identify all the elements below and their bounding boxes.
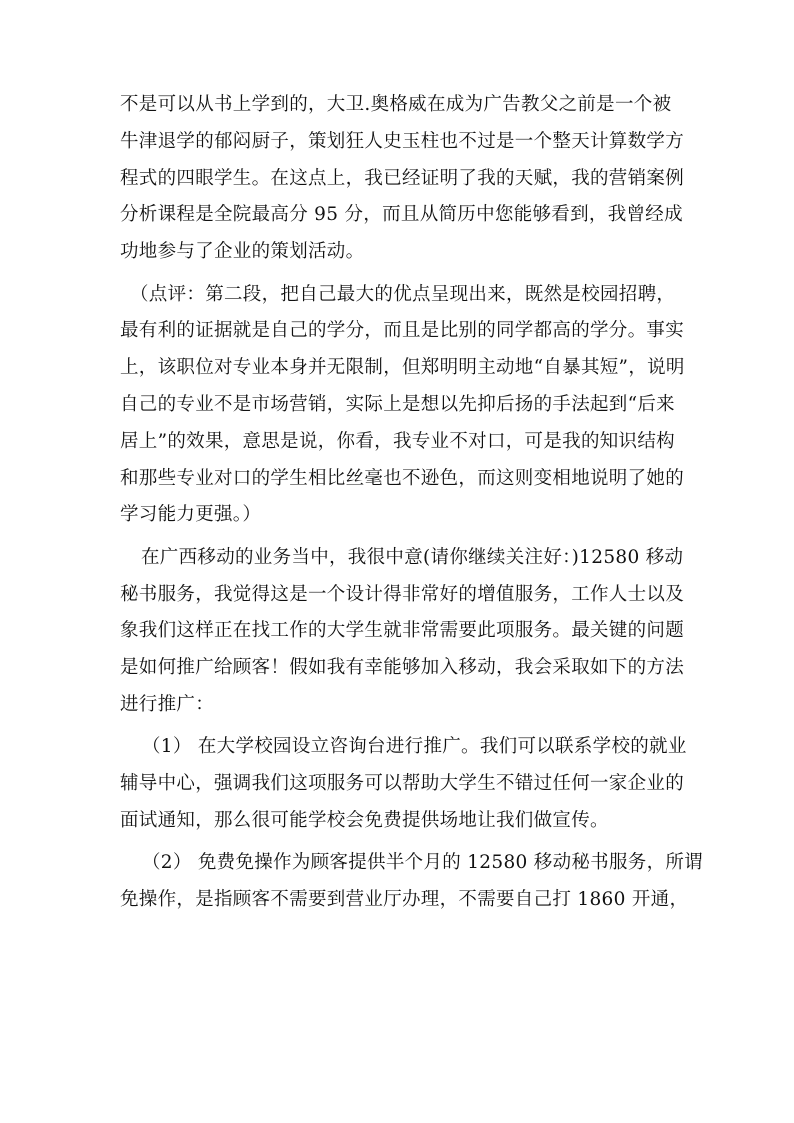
- text-line: 分析课程是全院最高分 95 分，而且从简历中您能够看到，我曾经成: [120, 204, 683, 226]
- text-line: 自己的专业不是市场营销，实际上是想以先抑后扬的手法起到“后来: [120, 393, 675, 415]
- text-line: 牛津退学的郁闷厨子，策划狂人史玉柱也不过是一个整天计算数学方: [120, 130, 685, 152]
- document-body: [120, 87, 703, 919]
- text-line: 最有利的证据就是自己的学分，而且是比别的同学都高的学分。事实: [120, 320, 685, 342]
- text-line: 辅导中心，强调我们这项服务可以帮助大学生不错过任何一家企业的: [120, 773, 685, 795]
- text-line: 进行推广：: [120, 693, 215, 715]
- text-line: 秘书服务，我觉得这是一个设计得非常好的增值服务，工作人士以及: [120, 583, 685, 605]
- text-line: 功地参与了企业的策划活动。: [120, 241, 365, 263]
- text-line: 在广西移动的业务当中，我很中意(请你继续关注好：)12580 移动: [141, 546, 684, 568]
- text-line: 学习能力更强。）: [120, 504, 262, 526]
- text-line: 上，该职位对专业本身并无限制，但郑明明主动地“自暴其短”，说明: [120, 357, 685, 379]
- text-line: 居上”的效果，意思是说，你看，我专业不对口，可是我的知识结构: [120, 430, 675, 452]
- text-line: 程式的四眼学生。在这点上，我已经证明了我的天赋，我的营销案例: [120, 167, 685, 189]
- text-line: 免操作，是指顾客不需要到营业厅办理，不需要自己打 1860 开通，: [120, 889, 689, 911]
- paragraph: [120, 729, 687, 839]
- paragraph: [120, 845, 703, 919]
- text-line: 象我们这样正在找工作的大学生就非常需要此项服务。最关键的问题: [120, 620, 685, 642]
- text-line: （1） 在大学校园设立咨询台进行推广。我们可以联系学校的就业: [142, 736, 687, 758]
- text-line: 和那些专业对口的学生相比丝毫也不逊色，而这则变相地说明了她的: [120, 467, 685, 489]
- text-line: 是如何推广给顾客！假如我有幸能够加入移动，我会采取如下的方法: [120, 657, 685, 679]
- text-line: （点评：第二段，把自己最大的优点呈现出来，既然是校园招聘，: [130, 283, 676, 305]
- text-line: 不是可以从书上学到的，大卫.奥格威在成为广告教父之前是一个被: [120, 94, 672, 115]
- text-line: （2） 免费免操作为顾客提供半个月的 12580 移动秘书服务，所谓: [142, 852, 703, 874]
- paragraph: [120, 277, 685, 535]
- paragraph: [120, 540, 685, 724]
- paragraph: [120, 87, 685, 271]
- text-line: 面试通知，那么很可能学校会免费提供场地让我们做宣传。: [120, 809, 609, 831]
